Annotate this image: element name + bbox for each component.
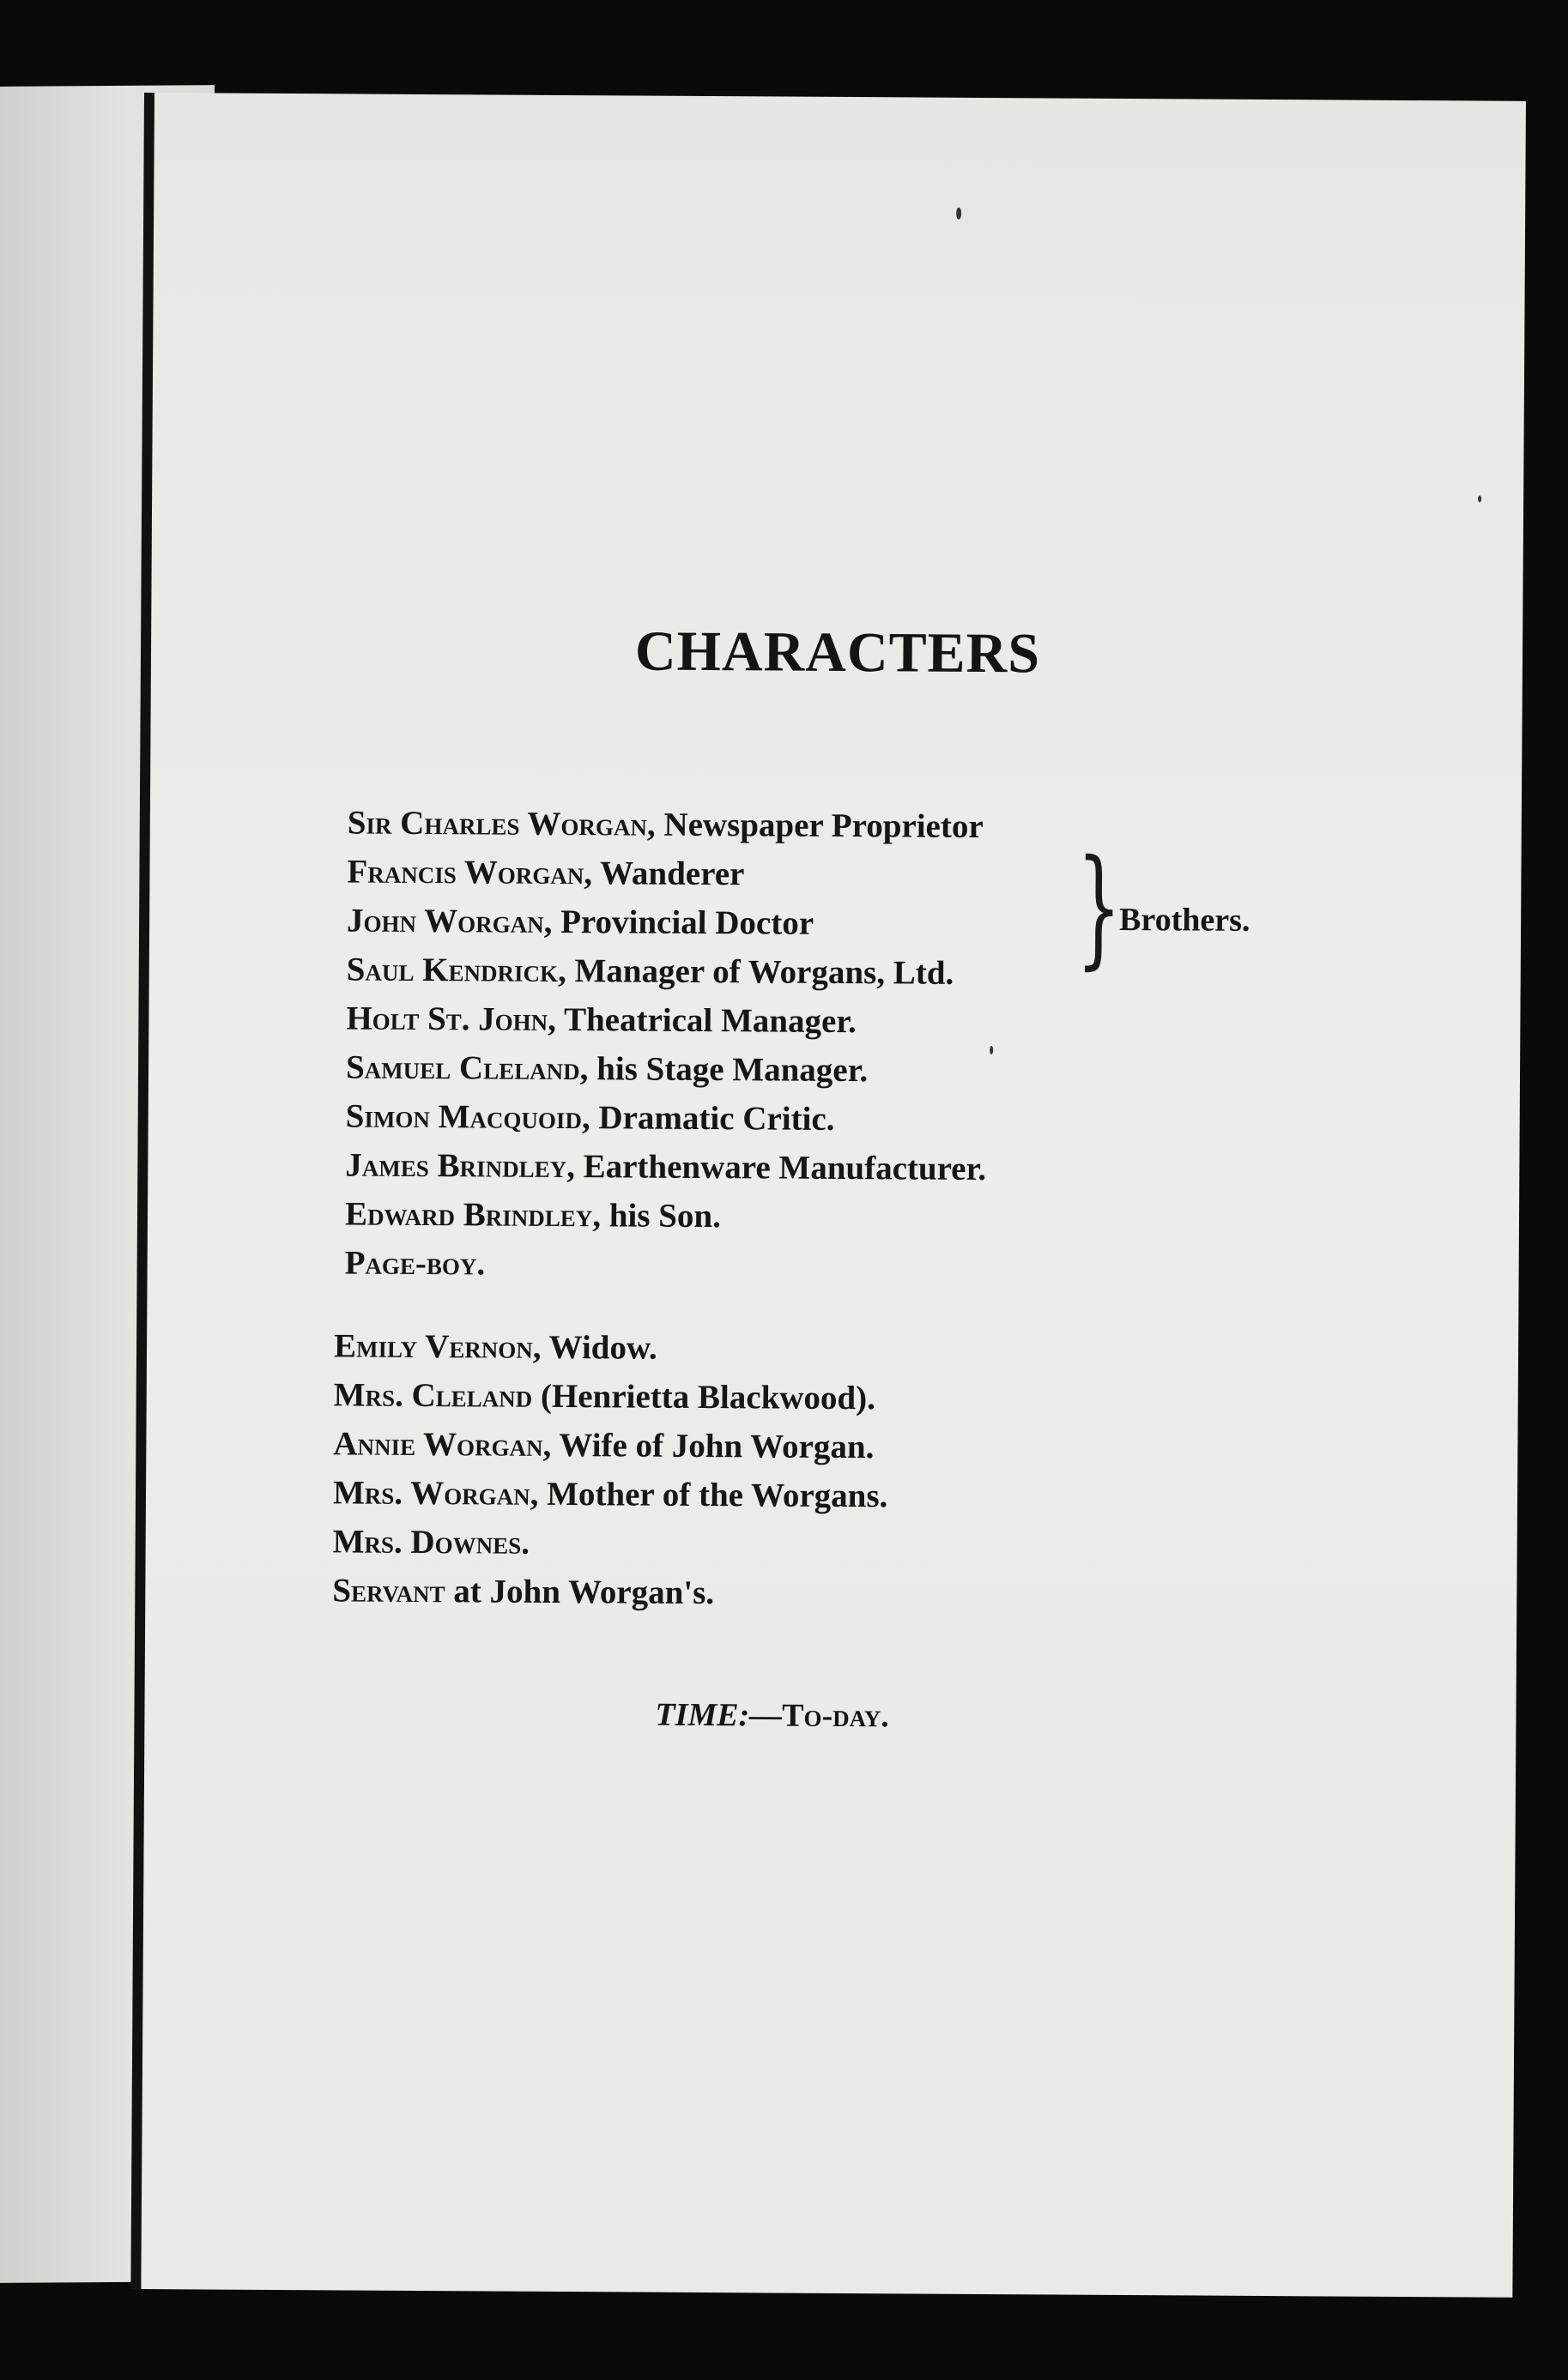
character-row <box>334 1329 889 1381</box>
character-name: James Brindley <box>345 1146 567 1186</box>
character-description: , Wife of John Worgan. <box>542 1426 875 1466</box>
character-row <box>332 1574 887 1626</box>
character-name: Samuel Cleland <box>345 1048 580 1088</box>
scan-speck <box>956 208 961 220</box>
time-line <box>655 1696 889 1736</box>
time-value: To-day. <box>782 1697 889 1735</box>
character-description: , Newspaper Proprietor <box>646 806 984 845</box>
character-row <box>334 1378 889 1430</box>
character-row <box>333 1476 888 1528</box>
character-name: Saul Kendrick <box>346 951 559 989</box>
character-name: Annie Worgan <box>333 1425 543 1464</box>
time-label: TIME <box>655 1696 739 1734</box>
character-name: Holt St. John <box>346 1000 548 1038</box>
character-row <box>347 855 988 908</box>
time-separator: :— <box>738 1697 783 1734</box>
character-row <box>344 1246 985 1299</box>
character-name: Emily Vernon <box>333 1327 533 1366</box>
page-title: CHARACTERS <box>634 619 1041 686</box>
character-description: . <box>521 1524 530 1561</box>
character-name: Mrs. Cleland <box>333 1376 533 1415</box>
character-description: , his Stage Manager. <box>579 1050 869 1090</box>
character-description: , Theatrical Manager. <box>548 1000 857 1041</box>
character-description: (Henrietta Blackwood). <box>532 1377 876 1417</box>
character-name: Page-boy <box>344 1244 477 1283</box>
female-character-list <box>332 1329 888 1626</box>
scan-speck <box>990 1046 993 1054</box>
character-name: Mrs. Worgan <box>332 1474 530 1513</box>
character-description: , Provincial Doctor <box>543 903 814 942</box>
character-name: John Worgan <box>346 902 544 940</box>
character-description: , Mother of the Worgans. <box>530 1475 888 1515</box>
character-description: , Earthenware Manufacturer. <box>566 1148 987 1188</box>
scan-speck <box>1478 496 1481 503</box>
character-description: , Widow. <box>532 1328 657 1367</box>
character-name: Francis Worgan <box>347 853 584 892</box>
character-name: Simon Macquoid <box>345 1097 583 1137</box>
character-row <box>345 1148 986 1201</box>
character-row <box>346 1001 987 1054</box>
character-row <box>347 952 988 1006</box>
character-row <box>346 1050 987 1103</box>
brothers-label: Brothers. <box>1119 901 1250 939</box>
character-row <box>333 1427 888 1479</box>
character-row <box>332 1525 887 1577</box>
character-description: at John Worgan's. <box>445 1573 715 1612</box>
character-row <box>348 806 989 859</box>
male-character-list <box>344 806 988 1299</box>
character-name: Servant <box>332 1572 445 1610</box>
character-row <box>347 903 988 957</box>
character-description: , Manager of Worgans, Ltd. <box>557 951 954 992</box>
character-description: . <box>476 1245 486 1283</box>
character-name: Edward Brindley <box>344 1195 593 1235</box>
character-row <box>345 1197 986 1250</box>
book-page <box>130 93 1526 2298</box>
character-description: , his Son. <box>592 1197 722 1235</box>
character-description: , Wanderer <box>584 855 745 893</box>
character-name: Sir Charles Worgan <box>347 804 648 843</box>
brace-symbol: } <box>1075 832 1123 982</box>
character-description: , Dramatic Critic. <box>581 1099 835 1138</box>
character-row <box>345 1099 986 1152</box>
character-name: Mrs. Downes <box>332 1523 522 1561</box>
